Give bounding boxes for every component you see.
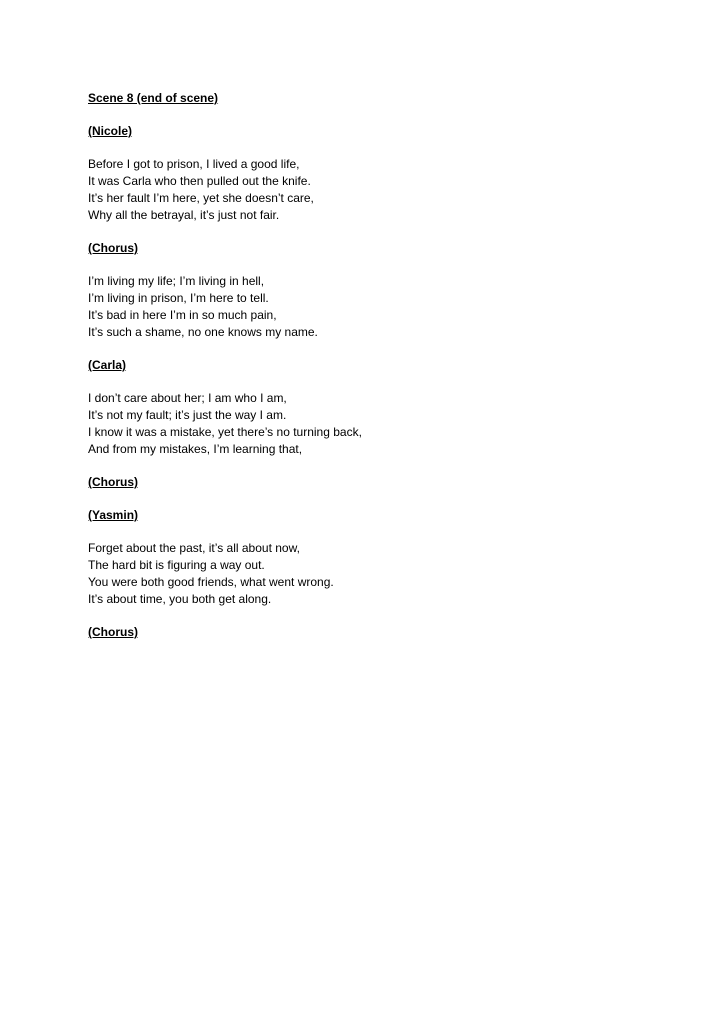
lyric-line: Forget about the past, it’s all about now, bbox=[88, 541, 300, 555]
lyric-line: It was Carla who then pulled out the knife. bbox=[88, 174, 311, 188]
lyric-line: It’s her fault I’m here, yet she doesn’t care, bbox=[88, 191, 314, 205]
spacer bbox=[88, 257, 688, 273]
section-yasmin bbox=[88, 507, 688, 608]
lyric-line: I don’t care about her; I am who I am, bbox=[88, 391, 287, 405]
document-page bbox=[88, 90, 688, 641]
speaker-heading: (Chorus) bbox=[88, 475, 138, 489]
lyric-line: I’m living my life; I’m living in hell, bbox=[88, 274, 265, 288]
spacer bbox=[88, 140, 688, 156]
lyric-line: I’m living in prison, I’m here to tell. bbox=[88, 291, 269, 305]
section-carla bbox=[88, 357, 688, 458]
lyric-line: It’s about time, you both get along. bbox=[88, 592, 272, 606]
section-nicole bbox=[88, 123, 688, 224]
lyric-line: The hard bit is figuring a way out. bbox=[88, 558, 265, 572]
spacer bbox=[88, 491, 688, 507]
lyric-line: It’s such a shame, no one knows my name. bbox=[88, 325, 318, 339]
spacer bbox=[88, 608, 688, 624]
speaker-heading: (Yasmin) bbox=[88, 508, 139, 522]
lyric-line: Why all the betrayal, it’s just not fair. bbox=[88, 208, 280, 222]
scene-title: Scene 8 (end of scene) bbox=[88, 91, 219, 105]
section-chorus bbox=[88, 240, 688, 341]
spacer bbox=[88, 374, 688, 390]
section-chorus-final bbox=[88, 624, 688, 641]
lyric-line: Before I got to prison, I lived a good life, bbox=[88, 157, 300, 171]
lyric-line: I know it was a mistake, yet there’s no turning back, bbox=[88, 425, 362, 439]
lyric-line: And from my mistakes, I’m learning that, bbox=[88, 442, 303, 456]
speaker-heading: (Chorus) bbox=[88, 241, 138, 255]
speaker-heading: (Carla) bbox=[88, 358, 127, 372]
section-chorus-repeat bbox=[88, 474, 688, 491]
lyric-line: You were both good friends, what went wrong. bbox=[88, 575, 334, 589]
speaker-heading: (Nicole) bbox=[88, 124, 133, 138]
lyric-line: It’s bad in here I’m in so much pain, bbox=[88, 308, 277, 322]
speaker-heading: (Chorus) bbox=[88, 625, 138, 639]
spacer bbox=[88, 524, 688, 540]
spacer bbox=[88, 224, 688, 240]
spacer bbox=[88, 341, 688, 357]
spacer bbox=[88, 458, 688, 474]
lyric-line: It’s not my fault; it’s just the way I am. bbox=[88, 408, 287, 422]
spacer bbox=[88, 107, 688, 123]
